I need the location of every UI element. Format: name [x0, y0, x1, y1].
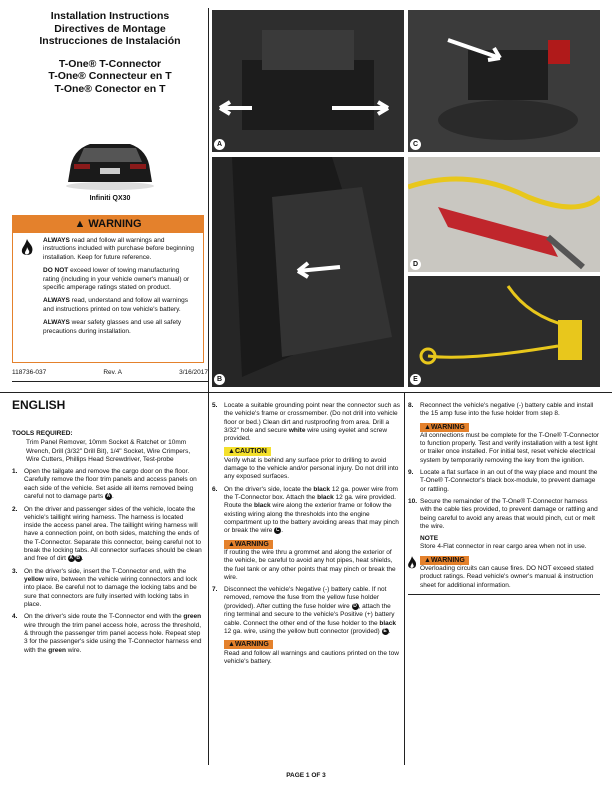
step-8-number: 8. — [408, 402, 414, 409]
step-9-number: 9. — [408, 469, 414, 477]
step-7-number: 7. — [212, 586, 218, 594]
step-6-part4: wire along the exterior frame or follow the existing wiring along the thresholds into the engine compartment up to the battery avoiding areas that may pinch or break the wire — [224, 502, 399, 535]
vehicle-caption: Infiniti QX30 — [89, 195, 131, 202]
warning-heading: ▲ WARNING — [13, 216, 203, 233]
step-4-bold2: green — [48, 646, 66, 654]
step-10 — [408, 498, 600, 531]
warning-end-label: WARNING — [430, 556, 465, 564]
step-7-part1: Disconnect the vehicle's Negative (-) battery cable. If not removed, remove the fuse from the yellow fuse holder (provided). After cutting the fuse holder wire — [224, 586, 387, 610]
vehicle-image — [60, 130, 160, 192]
ref-a: A — [69, 555, 74, 562]
step-4-text — [24, 613, 202, 654]
column-rule-2 — [404, 393, 405, 765]
page-footer: PAGE 1 OF 3 — [286, 772, 326, 779]
warning-p3-bold: ALWAYS — [43, 297, 70, 305]
title-en: Installation Instructions — [50, 10, 170, 22]
step-6-part1: On the driver's side, locate the — [224, 485, 314, 493]
photo-c-label: C — [410, 139, 421, 150]
step-5-part2: wire using eyelet and screw provided. — [224, 426, 388, 443]
warning-8-label: WARNING — [430, 423, 465, 431]
note-label-text: NOTE — [420, 535, 439, 543]
ref-a: A — [106, 493, 111, 500]
warning-p4-text: wear safety glasses and use all safety precautions during installation. — [43, 319, 182, 335]
step-2-text: On the driver and passenger sides of the vehicle, locate the vehicle's taillight wiring harness. The harness is located inside the access panel area. The taillight wiring harness will have a connection point, on both sides, matching the ends of the T-Connector. Separate this connector, being careful not to break the locking tabs. All connector surfaces should be clean and free of dirt A B . — [24, 505, 202, 563]
step-7-text: Disconnect the vehicle's Negative (-) battery cable. If not removed, remove the fuse from the yellow fuse holder (provided). After cutting the fuse holder wire D , attach the ring terminal and secure to the vehicle's Positive (+) battery cable. Connect the other end of the fuse holder to the black 12 ga. wire, using the yellow butt connector (provided) E . — [224, 586, 397, 636]
step-4-part1: On the driver's side route the T-Connector end with the — [24, 613, 184, 621]
step-4-part2: wire through the trim panel access hole, across the threshold, & through the passenger trim panel access hole. Repeat step 3 for the passenger's side using the T-Connector harness end with the — [24, 621, 202, 654]
warning-8-block — [408, 423, 600, 465]
step-8 — [408, 402, 600, 419]
warning-7-label: WARNING — [234, 641, 269, 649]
photo-a-label: A — [214, 139, 225, 150]
warning-6-block — [212, 540, 400, 582]
warning-p3 — [43, 297, 197, 314]
column-3 — [408, 402, 600, 595]
fire-icon — [19, 239, 35, 257]
warning-end-text: Overloading circuits can cause fires. DO NOT exceed stated product ratings. Read vehicle's owner's manual & instruction sheet for additional information. — [420, 565, 594, 589]
caution-tag: ▲CAUTION — [224, 447, 271, 456]
step-6-bold2: black — [317, 493, 334, 501]
step-4-number: 4. — [12, 613, 18, 621]
vertical-rule-top — [208, 8, 209, 392]
ref-e: E — [383, 627, 387, 634]
step-1-body: Open the tailgate and remove the cargo door on the floor. Carefully remove the floor trim panels and access panels on each side of the vehicle. Set aside all items removed being careful not to damage parts — [24, 468, 197, 501]
title-es: Instrucciones de Instalación — [39, 35, 181, 47]
warning-6-tag: ▲WARNING — [224, 540, 273, 549]
step-6 — [212, 486, 400, 536]
warning-6-label: WARNING — [234, 540, 269, 548]
title-fr: Directives de Montage — [54, 22, 166, 35]
note-label — [420, 535, 600, 543]
step-10-number: 10. — [408, 497, 418, 505]
warning-body — [13, 233, 203, 336]
title-block — [12, 10, 208, 95]
step-2-body: On the driver and passenger sides of the vehicle, locate the vehicle's taillight wiring harness. The harness is located inside the access panel area. The taillight wiring harness will have a connection point, on both sides, matching the ends of the T-Connector. Separate this connector, being careful not to break the locking tabs. All connector surfaces should be clean and free of dirt — [24, 505, 202, 563]
step-6-number: 6. — [212, 485, 218, 493]
step-6-bold1: black — [313, 485, 331, 493]
tools-heading — [12, 430, 202, 438]
doc-number: 118736-037 — [12, 369, 47, 376]
step-1-number: 1. — [12, 468, 18, 476]
photo-d-label: D — [410, 259, 421, 270]
step-2-number: 2. — [12, 505, 18, 513]
step-3-number: 3. — [12, 567, 18, 575]
photo-c — [408, 10, 600, 152]
product-fr: T-One® Connecteur en T — [48, 70, 172, 82]
step-7-part2: , attach the ring terminal and secure to the vehicle's Positive (+) battery cable. Connect the other end of the fuse holder to the — [224, 602, 395, 627]
docinfo-rule — [12, 381, 208, 382]
warning-7-block — [212, 640, 400, 666]
warning-p1 — [43, 237, 197, 262]
warning-p4-bold: ALWAYS — [43, 319, 70, 327]
warning-p2-text: exceed lower of towing manufacturing rating (including in your vehicle owner's manual) or specific amperage ratings stated on product. — [43, 267, 190, 292]
tools-heading-text: TOOLS REQUIRED: — [12, 430, 73, 437]
step-5-part1: Locate a suitable grounding point near the connector such as the vehicle's frame or crossmember. (Do not drill into vehicle floor or bed.) Clean dirt and rustproofing from area. Drill a 3/32" hole and secure — [224, 402, 400, 434]
caution-text: Verify what is behind any surface prior to drilling to avoid damage to the vehicle and/or personal injury. Do not drill into any exposed surfaces. — [224, 456, 399, 481]
warning-end-tag: ▲WARNING — [420, 556, 469, 565]
ref-b: B — [76, 555, 81, 562]
warning-7-tag: ▲WARNING — [224, 640, 273, 649]
column-1 — [12, 430, 202, 659]
step-2 — [12, 506, 202, 564]
step-8-text: Reconnect the vehicle's negative (-) battery cable and install the 15 amp fuse into the fuse holder from step 8. — [420, 402, 594, 418]
ref-d: D — [353, 602, 357, 609]
horizontal-rule — [0, 392, 612, 393]
step-1-text: Open the tailgate and remove the cargo door on the floor. Carefully remove the floor trim panels and access panels on each side of the vehicle. Set aside all items removed being careful not to damage parts A . — [24, 468, 197, 501]
step-5-bold1: white — [288, 426, 306, 434]
step-6-part2: 12 ga. power wire from the T-Connector box. Attach the — [224, 485, 398, 501]
warning-8-text: All connections must be complete for the T-One® T-Connector to function properly. Test and verify installation with a test light or trailer once installed. For initial test, reset vehicle electrical system by temporarily removing the key from the ignition. — [420, 431, 600, 464]
step-4-part3: wire. — [65, 646, 82, 654]
step-6-bold3: black — [254, 502, 271, 510]
step-7 — [212, 586, 400, 636]
step-3-bold1: yellow — [24, 576, 44, 584]
step-1 — [12, 468, 202, 501]
step-3-part1: On the driver's side, insert the T-Connector end, with the — [24, 567, 187, 575]
step-10-text: Secure the remainder of the T-One® T-Connector harness with the cable ties provided, to prevent damage or rattling and being careful to avoid any areas that would pinch, cut or melt the wire. — [420, 497, 598, 530]
photo-b — [212, 157, 404, 387]
warning-p3-text: read, understand and follow all warnings and instructions printed on tow vehicle's battery. — [43, 297, 189, 313]
warning-8-tag: ▲WARNING — [420, 423, 469, 432]
doc-rev: Rev. A — [103, 369, 122, 376]
photo-e — [408, 276, 600, 387]
photo-a — [212, 10, 404, 152]
step-9 — [408, 469, 600, 494]
doc-date: 3/16/2017 — [179, 369, 208, 376]
column-rule-1 — [208, 393, 209, 765]
caution-label: CAUTION — [234, 448, 267, 456]
photo-e-label: E — [410, 374, 421, 385]
fire-icon — [406, 556, 418, 570]
column-2 — [212, 402, 400, 670]
step-6-text: On the driver's side, locate the black 12 ga. power wire from the T-Connector box. Attach the black 12 ga. wire provided. Route the black wire along the exterior frame or follow the existing wiring along the thresholds into the engine compartment up to the battery avoiding areas that may pinch or break the wire C . — [224, 485, 399, 535]
warning-p1-bold: ALWAYS — [43, 237, 70, 244]
step-4-bold1: green — [183, 613, 202, 621]
step-5-number: 5. — [212, 402, 218, 409]
step-5-text — [224, 402, 400, 443]
note-block — [408, 535, 600, 552]
warning-p2 — [43, 267, 197, 292]
step-7-part3: 12 ga. wire, using the yellow butt connector (provided) — [224, 628, 380, 636]
doc-info — [12, 369, 208, 376]
step-3-part2: wire, between the vehicle wiring connectors and lock into place. Be careful not to damage the locking tabs and be sure that connectors are fully inserted with locking tabs in place. — [24, 576, 198, 609]
end-rule — [408, 594, 600, 595]
step-9-text: Locate a flat surface in an out of the way place and mount the T-One® T-Connector's black box-module, to prevent damage or rattling. — [420, 469, 598, 493]
step-3-text — [24, 568, 202, 609]
caution-block — [212, 447, 400, 481]
warning-box — [12, 215, 204, 363]
photo-b-label: B — [214, 374, 225, 385]
section-heading: ENGLISH — [12, 398, 66, 412]
step-4 — [12, 613, 202, 654]
warning-p4 — [43, 319, 197, 336]
warning-6-text: If routing the wire thru a grommet and along the exterior of the vehicle, be careful to avoid any hot pipes, heat shields, the fuel tank or any other points that may pinch or break the wire. — [224, 548, 396, 581]
note-text: Store 4-Flat connector in rear cargo area when not in use. — [420, 543, 587, 551]
warning-p1-text: read and follow all warnings and instructions included with purchase before beginning installation. Keep for future reference. — [43, 237, 195, 261]
photo-d — [408, 157, 600, 272]
product-en: T-One® T-Connector — [58, 57, 162, 70]
ref-c: C — [275, 527, 280, 534]
warning-p2-bold: DO NOT — [43, 267, 69, 275]
step-7-bold1: black — [379, 619, 397, 627]
step-3 — [12, 568, 202, 609]
step-6-part3: 12 ga. wire provided. Route the — [224, 493, 396, 510]
step-5 — [212, 402, 400, 443]
tools-list: Trim Panel Remover, 10mm Socket & Ratchet or 10mm Wrench, Drill (3/32" Drill Bit), 1/4" Socket, Wire Crimpers, Wire Cutters, Phillips Head Screwdriver, Test-probe — [26, 439, 191, 463]
product-es: T-One® Conector en T — [54, 82, 166, 95]
warning-end-block — [408, 556, 600, 590]
warning-7-text: Read and follow all warnings and cautions printed on the tow vehicle's battery. — [224, 649, 399, 665]
warning-heading-text: WARNING — [88, 218, 142, 230]
